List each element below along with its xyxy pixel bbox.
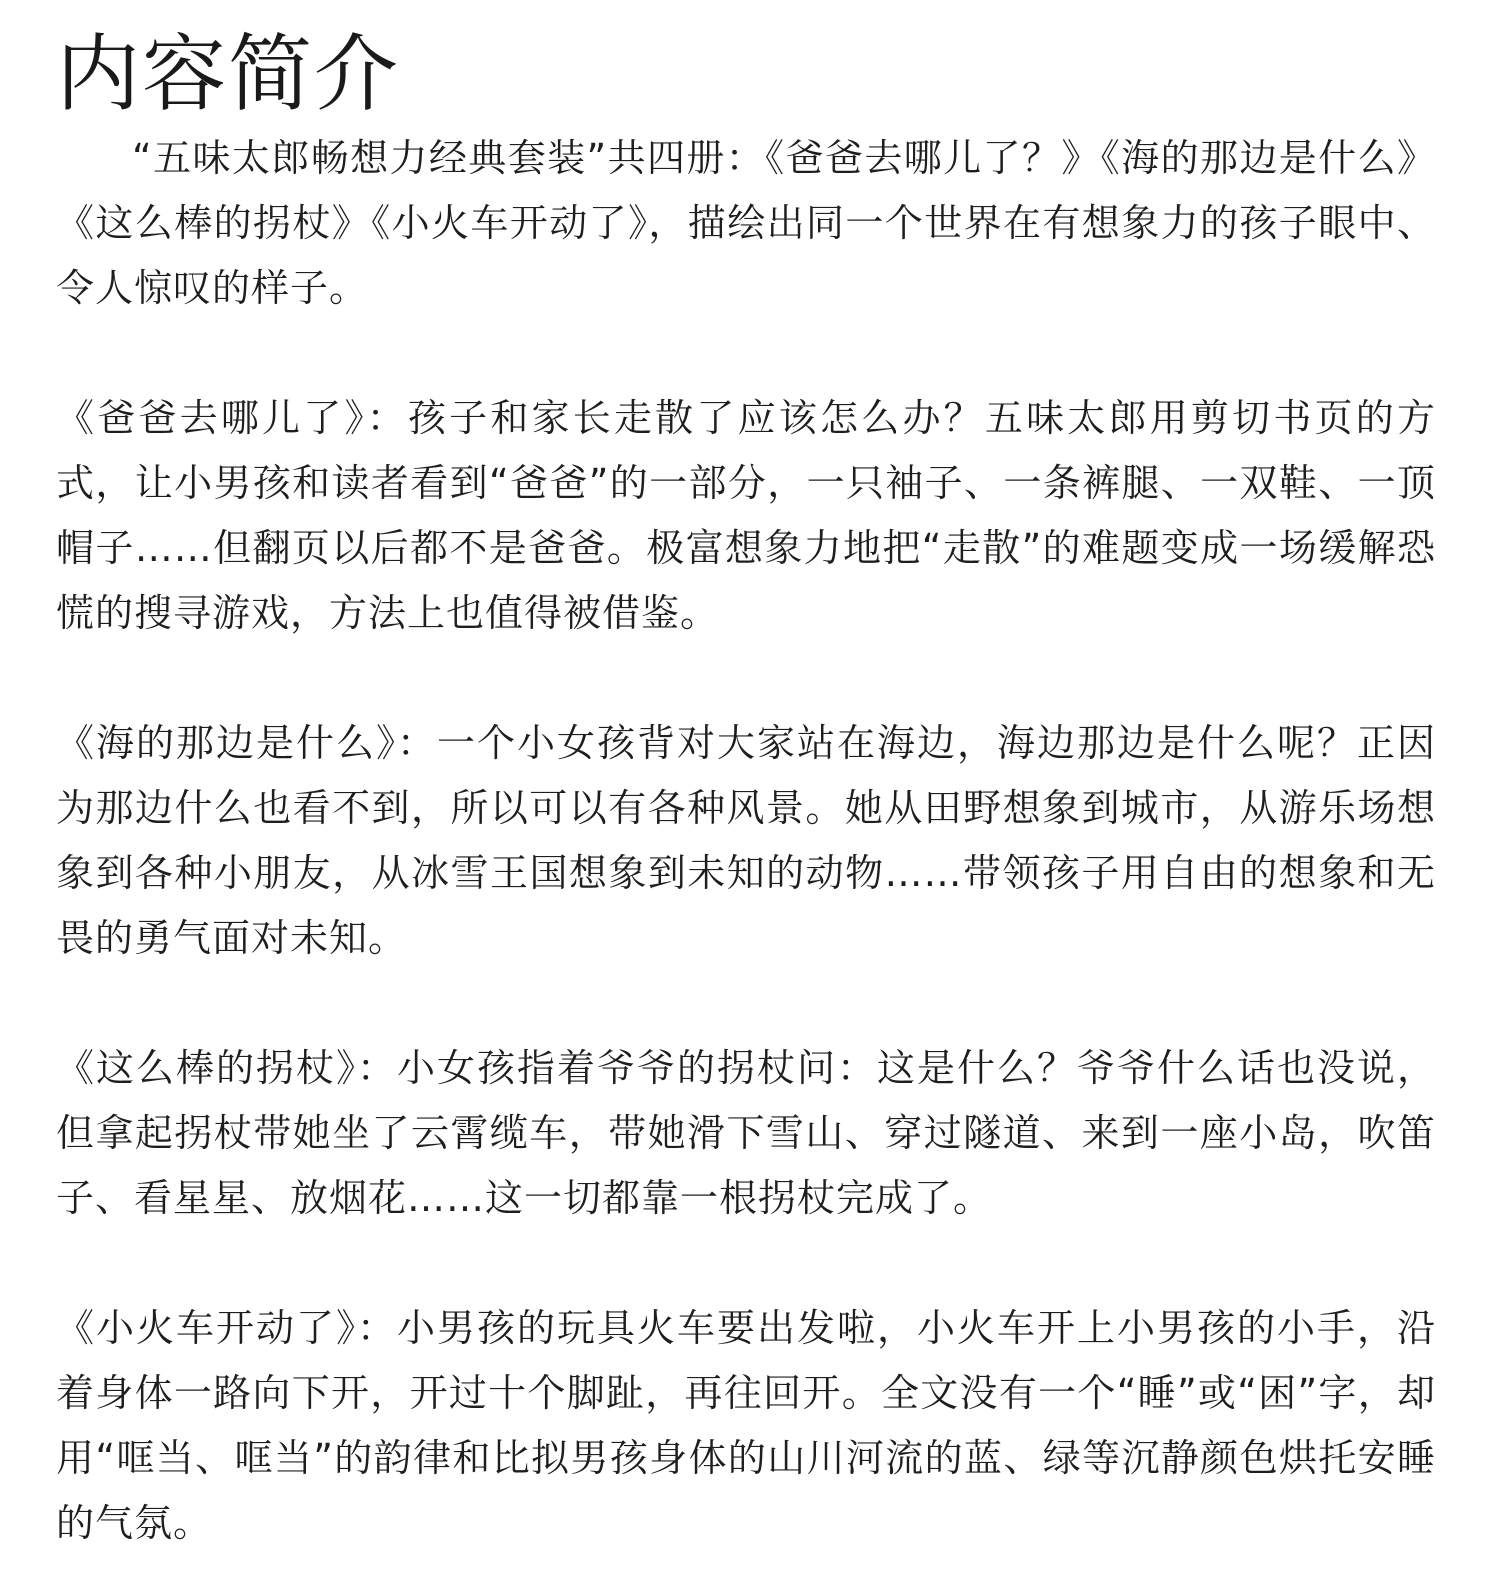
book-summary-beyond-the-sea: 《海的那边是什么》：一个小女孩背对大家站在海边，海边那边是什么呢？正因为那边什么也看不到，所以可以有各种风景。她从田野想象到城市，从游乐场想象到各种小朋友，从冰雪王国想象到未知的动物……带领孩子用自由的想象和无畏的勇气面对未知。 bbox=[56, 721, 1436, 960]
paragraph-spacer bbox=[56, 646, 1436, 711]
intro-paragraph: “五味太郎畅想力经典套装”共四册：《爸爸去哪儿了？》《海的那边是什么》《这么棒的拐杖》《小火车开动了》，描绘出同一个世界在有想象力的孩子眼中、令人惊叹的样子。 bbox=[56, 136, 1436, 310]
paragraph-spacer bbox=[56, 1231, 1436, 1296]
book-summary-where-is-dad: 《爸爸去哪儿了》：孩子和家长走散了应该怎么办？五味太郎用剪切书页的方式，让小男孩和读者看到“爸爸”的一部分，一只袖子、一条裤腿、一双鞋、一顶帽子……但翻页以后都不是爸爸。极富想象力地把“走散”的难题变成一场缓解恐慌的搜寻游戏，方法上也值得被借鉴。 bbox=[56, 396, 1436, 635]
book-intro-page bbox=[56, 0, 1436, 1556]
page-title: 内容简介 bbox=[56, 25, 401, 123]
paragraph-spacer bbox=[56, 321, 1436, 386]
paragraph-spacer bbox=[56, 971, 1436, 1036]
book-summary-great-cane: 《这么棒的拐杖》：小女孩指着爷爷的拐杖问：这是什么？爷爷什么话也没说，但拿起拐杖带她坐了云霄缆车，带她滑下雪山、穿过隧道、来到一座小岛，吹笛子、看星星、放烟花……这一切都靠一根拐杖完成了。 bbox=[56, 1046, 1436, 1220]
book-summary-little-train: 《小火车开动了》：小男孩的玩具火车要出发啦，小火车开上小男孩的小手，沿着身体一路向下开，开过十个脚趾，再往回开。全文没有一个“睡”或“困”字，却用“哐当、哐当”的韵律和比拟男孩身体的山川河流的蓝、绿等沉静颜色烘托安睡的气氛。 bbox=[56, 1306, 1436, 1545]
